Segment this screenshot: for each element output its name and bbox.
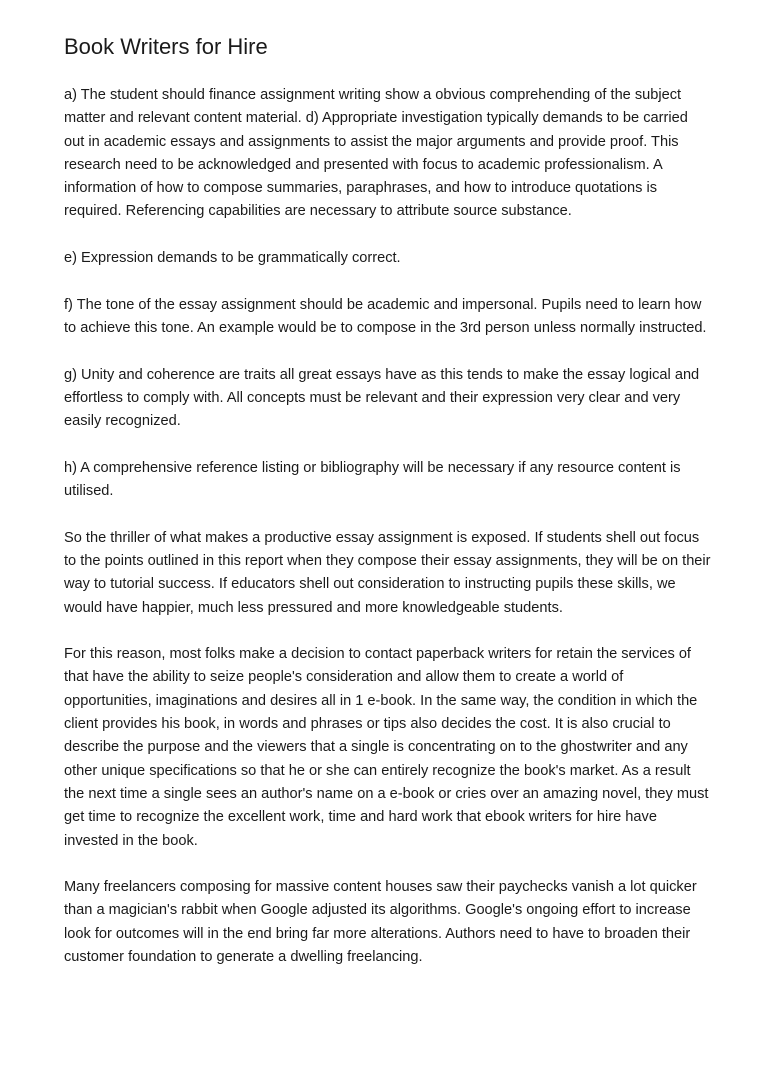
document-page (64, 32, 712, 993)
paragraph-thriller: So the thriller of what makes a productive essay assignment is exposed. If students shell out focus to the points outlined in this report when they compose their essay assignments, they will be on their way to tutorial success. If educators shell out consideration to instructing pupils these skills, we would have happier, much less pressured and more knowledgeable students. (64, 529, 711, 616)
paragraph-g: g) Unity and coherence are traits all great essays have as this tends to make the essay logical and effortless to comply with. All concepts must be relevant and their expression very clear and very easily recognized. (64, 366, 700, 430)
paragraph-a-d: a) The student should finance assignment writing show a obvious comprehending of the subject matter and relevant content material. d) Appropriate investigation typically demands to be carried out in academic essays and assignments to assist the major arguments and provide proof. This research need to be acknowledged and presented with focus to academic professionalism. A information of how to compose summaries, paraphrases, and how to introduce quotations is required. Referencing capabilities are necessary to attribute source substance. (64, 87, 688, 220)
page-title: Book Writers for Hire (64, 34, 268, 59)
paragraph-f: f) The tone of the essay assignment should be academic and impersonal. Pupils need to learn how to achieve this tone. An example would be to compose in the 3rd person unless normally instructed. (64, 296, 707, 336)
paragraph-e: e) Expression demands to be grammatically correct. (64, 250, 401, 267)
paragraph-paperback-writers: For this reason, most folks make a decision to contact paperback writers for retain the services of that have the ability to seize people's consideration and allow them to create a world of opportunities, imaginations and desires all in 1 e-book. In the same way, the condition in which the client provides his book, in words and phrases or tips also decides the cost. It is also crucial to describe the purpose and the viewers that a single is concentrating on to the ghostwriter and any other unique specifications so that he or she can entirely recognize the book's market. As a result the next time a single sees an author's name on a e-book or cries over an amazing novel, they must get time to recognize the excellent work, time and hard work that ebook writers for hire have invested in the book. (64, 646, 709, 849)
paragraph-h: h) A comprehensive reference listing or bibliography will be necessary if any resource content is utilised. (64, 459, 681, 500)
paragraph-freelancers: Many freelancers composing for massive content houses saw their paychecks vanish a lot quicker than a magician's rabbit when Google adjusted its algorithms. Google's ongoing effort to increase look for outcomes will in the end bring far more alterations. Authors need to have to broaden their customer foundation to generate a dwelling freelancing. (64, 879, 697, 965)
